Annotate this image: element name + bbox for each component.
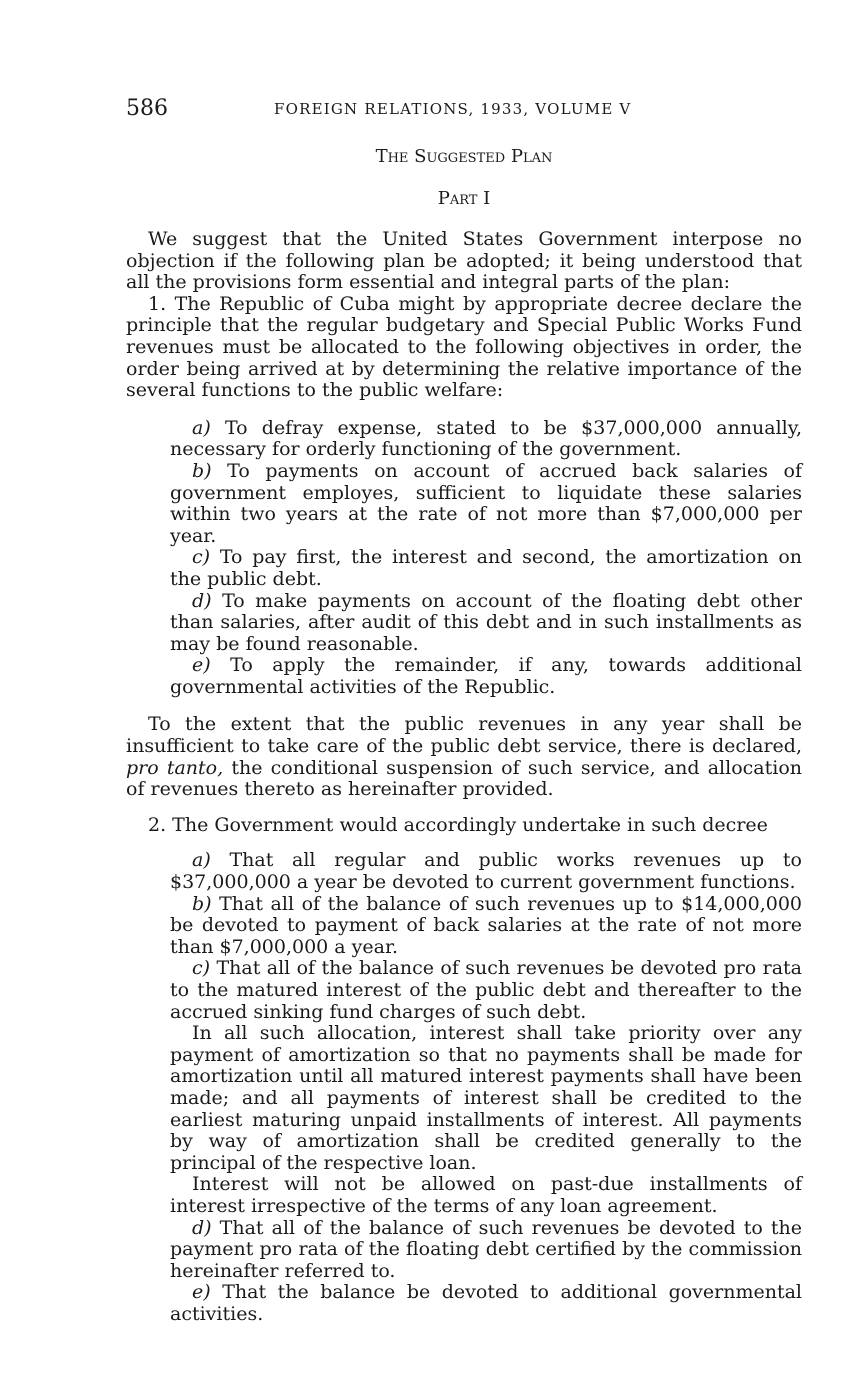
- extent-paragraph: To the extent that the public revenues in any year shall be insufficient to take care of the public debt service, there is declared, pro tanto, the conditional suspension of such service, and allocation of revenues thereto as hereinafter provided.: [126, 713, 802, 801]
- item-2-paragraph: 2. The Government would accordingly undertake in such decree: [148, 813, 768, 836]
- section-title: The Suggested Plan: [375, 146, 553, 167]
- subitem-1e: e) To apply the remainder, if any, towards additional governmental activities of the Republic.: [170, 654, 802, 698]
- running-title: FOREIGN RELATIONS, 1933, VOLUME V: [274, 100, 632, 118]
- intro-paragraph: We suggest that the United States Government interpose no objection if the following plan be adopted; it being understood that all the provisions form essential and integral parts of the plan:: [126, 228, 802, 294]
- interest-note: Interest will not be allowed on past-due installments of interest irrespective of the terms of any loan agreement.: [170, 1173, 802, 1217]
- subitem-2c: c) That all of the balance of such revenues be devoted pro rata to the matured interest of the public debt and thereafter to the accrued sinking fund charges of such debt.: [170, 957, 802, 1023]
- running-header: [126, 96, 802, 122]
- part-title: Part I: [437, 188, 491, 209]
- page-number: 586: [126, 96, 168, 121]
- subitem-2e: e) That the balance be devoted to additional governmental activities.: [170, 1281, 803, 1325]
- subitem-1a: a) To defray expense, stated to be $37,000,000 annually, necessary for orderly functioning of the government.: [170, 416, 803, 461]
- body-text: [126, 229, 802, 1326]
- subitem-1d: d) To make payments on account of the floating debt other than salaries, after audit of this debt and in such installments as may be found reasonable.: [170, 589, 803, 655]
- subitem-2b: b) That all of the balance of such revenues up to $14,000,000 be devoted to payment of back salaries at the rate of not more than $7,000,000 a year.: [170, 892, 802, 958]
- item-2-subitems: [126, 850, 802, 1325]
- allocation-note: In all such allocation, interest shall take priority over any payment of amortization so that no payments shall be made for amortization until all matured interest payments shall have been made; and all payments of interest shall be credited to the earliest maturing unpaid installments of interest. All payments by way of amortization shall be credited generally to the principal of the respective loan.: [170, 1022, 802, 1174]
- subitem-2a: a) That all regular and public works revenues up to $37,000,000 a year be devoted to current government functions.: [170, 849, 802, 894]
- item-1-subitems: [126, 418, 802, 699]
- item-1-paragraph: 1. The Republic of Cuba might by appropriate decree declare the principle that the regular budgetary and Special Public Works Fund revenues must be allocated to the following objectives in order, the order being arrived at by determining the relative importance of the several functions to the public welfare:: [126, 292, 802, 402]
- subitem-1b: b) To payments on account of accrued back salaries of government employes, sufficient to liquidate these salaries within two years at the rate of not more than $7,000,000 per year.: [170, 459, 802, 547]
- subitem-2d: d) That all of the balance of such revenues be devoted to the payment pro rata of the floating debt certified by the commission hereinafter referred to.: [170, 1216, 802, 1282]
- subitem-1c: c) To pay first, the interest and second, the amortization on the public debt.: [170, 546, 802, 590]
